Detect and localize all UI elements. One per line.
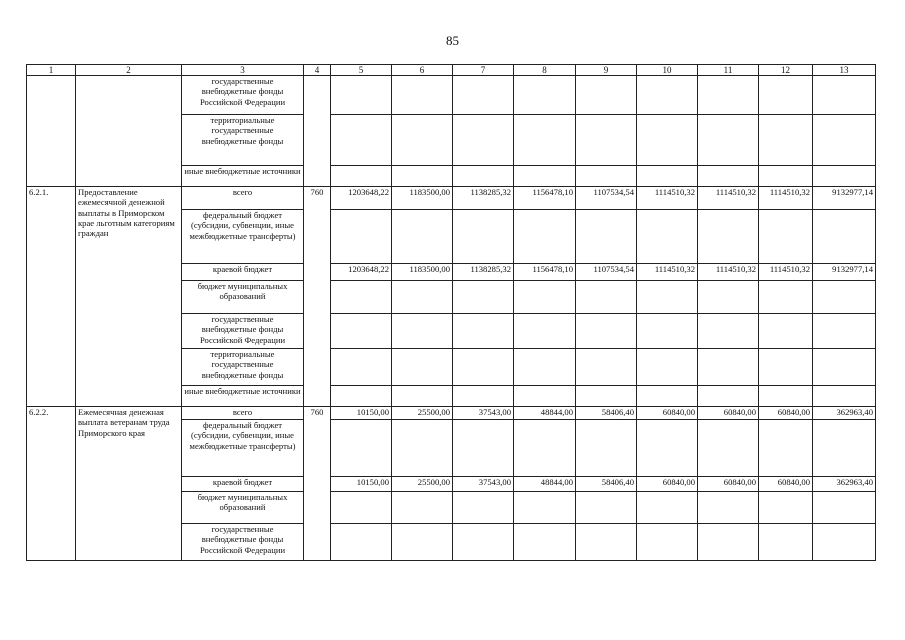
value-cell [453, 210, 514, 264]
funding-source-cell: государственные внебюджетные фонды Российской Федерации [182, 314, 304, 349]
value-cell [698, 314, 759, 349]
value-cell [453, 420, 514, 477]
header-cell: 4 [304, 65, 331, 76]
grbs-cell: 760 [304, 407, 331, 561]
value-cell [576, 492, 637, 524]
value-cell [813, 492, 876, 524]
table-row [27, 76, 876, 115]
value-cell: 1107534,54 [576, 187, 637, 210]
value-cell: 10150,00 [331, 477, 392, 492]
value-cell: 1156478,10 [514, 264, 576, 281]
value-cell: 60840,00 [637, 407, 698, 420]
value-cell: 10150,00 [331, 407, 392, 420]
value-cell [576, 76, 637, 115]
funding-source-cell: бюджет муниципальных образований [182, 492, 304, 524]
value-cell [637, 524, 698, 561]
header-cell: 3 [182, 65, 304, 76]
value-cell [576, 386, 637, 407]
value-cell [698, 76, 759, 115]
value-cell [331, 386, 392, 407]
value-cell [813, 166, 876, 187]
value-cell [453, 115, 514, 166]
value-cell [331, 210, 392, 264]
value-cell [331, 314, 392, 349]
table-row [27, 187, 876, 210]
value-cell [514, 115, 576, 166]
value-cell [514, 76, 576, 115]
value-cell: 1183500,00 [392, 264, 453, 281]
code-cell [27, 76, 76, 187]
header-cell: 6 [392, 65, 453, 76]
value-cell [514, 166, 576, 187]
value-cell [576, 166, 637, 187]
value-cell [698, 281, 759, 314]
value-cell [514, 349, 576, 386]
funding-source-cell: иные внебюджетные источники [182, 386, 304, 407]
value-cell [331, 166, 392, 187]
value-cell [813, 524, 876, 561]
funding-source-cell: краевой бюджет [182, 264, 304, 281]
value-cell [813, 420, 876, 477]
funding-source-cell: государственные внебюджетные фонды Российской Федерации [182, 76, 304, 115]
header-cell: 5 [331, 65, 392, 76]
value-cell [331, 115, 392, 166]
value-cell: 1156478,10 [514, 187, 576, 210]
value-cell: 9132977,14 [813, 187, 876, 210]
value-cell [576, 210, 637, 264]
page-number: 85 [446, 33, 459, 48]
header-cell: 1 [27, 65, 76, 76]
value-cell: 1114510,32 [698, 187, 759, 210]
value-cell [698, 420, 759, 477]
funding-source-cell: всего [182, 187, 304, 210]
value-cell [453, 314, 514, 349]
header-cell: 9 [576, 65, 637, 76]
value-cell [637, 386, 698, 407]
value-cell [759, 386, 813, 407]
value-cell [637, 281, 698, 314]
value-cell [514, 314, 576, 349]
value-cell [331, 349, 392, 386]
value-cell [453, 281, 514, 314]
value-cell [514, 281, 576, 314]
value-cell [759, 115, 813, 166]
value-cell: 37543,00 [453, 407, 514, 420]
value-cell: 1183500,00 [392, 187, 453, 210]
funding-source-cell: краевой бюджет [182, 477, 304, 492]
value-cell [698, 349, 759, 386]
value-cell: 60840,00 [698, 407, 759, 420]
budget-table [26, 64, 876, 561]
value-cell [514, 524, 576, 561]
value-cell [698, 492, 759, 524]
funding-source-cell: федеральный бюджет (субсидии, субвенции, иные межбюджетные трансферты) [182, 420, 304, 477]
value-cell [576, 420, 637, 477]
value-cell [514, 492, 576, 524]
value-cell [453, 524, 514, 561]
value-cell [698, 210, 759, 264]
header-cell: 13 [813, 65, 876, 76]
value-cell [392, 420, 453, 477]
value-cell [514, 386, 576, 407]
value-cell [453, 386, 514, 407]
name-cell [76, 76, 182, 187]
value-cell: 48844,00 [514, 407, 576, 420]
value-cell: 60840,00 [759, 477, 813, 492]
code-cell: 6.2.1. [27, 187, 76, 407]
value-cell [392, 76, 453, 115]
value-cell [453, 166, 514, 187]
value-cell [813, 76, 876, 115]
value-cell [392, 386, 453, 407]
value-cell [813, 210, 876, 264]
value-cell [813, 281, 876, 314]
value-cell [331, 492, 392, 524]
value-cell [453, 76, 514, 115]
header-cell: 10 [637, 65, 698, 76]
value-cell [637, 314, 698, 349]
value-cell [392, 115, 453, 166]
header-cell: 2 [76, 65, 182, 76]
header-cell: 7 [453, 65, 514, 76]
value-cell: 1203648,22 [331, 264, 392, 281]
value-cell [759, 524, 813, 561]
value-cell [392, 210, 453, 264]
value-cell: 25500,00 [392, 477, 453, 492]
value-cell [813, 115, 876, 166]
code-cell: 6.2.2. [27, 407, 76, 561]
value-cell: 1114510,32 [637, 187, 698, 210]
value-cell [637, 420, 698, 477]
value-cell: 1138285,32 [453, 187, 514, 210]
funding-source-cell: территориальные государственные внебюджетные фонды [182, 115, 304, 166]
funding-source-cell: территориальные государственные внебюджетные фонды [182, 349, 304, 386]
header-row [27, 65, 876, 76]
value-cell: 60840,00 [759, 407, 813, 420]
value-cell [759, 492, 813, 524]
header-cell: 11 [698, 65, 759, 76]
value-cell [392, 314, 453, 349]
value-cell: 1203648,22 [331, 187, 392, 210]
value-cell [637, 492, 698, 524]
value-cell [331, 281, 392, 314]
value-cell: 25500,00 [392, 407, 453, 420]
funding-source-cell: всего [182, 407, 304, 420]
value-cell [392, 524, 453, 561]
value-cell: 1114510,32 [698, 264, 759, 281]
funding-source-cell: бюджет муниципальных образований [182, 281, 304, 314]
value-cell [576, 281, 637, 314]
value-cell: 1114510,32 [759, 187, 813, 210]
value-cell: 1138285,32 [453, 264, 514, 281]
value-cell [698, 166, 759, 187]
value-cell: 1114510,32 [637, 264, 698, 281]
value-cell: 60840,00 [698, 477, 759, 492]
value-cell [576, 314, 637, 349]
value-cell [759, 349, 813, 386]
value-cell [813, 314, 876, 349]
header-cell: 12 [759, 65, 813, 76]
value-cell [637, 166, 698, 187]
header-cell: 8 [514, 65, 576, 76]
value-cell [698, 386, 759, 407]
value-cell [514, 420, 576, 477]
value-cell [392, 349, 453, 386]
funding-source-cell: иные внебюджетные источники [182, 166, 304, 187]
value-cell [637, 349, 698, 386]
value-cell [331, 420, 392, 477]
value-cell: 58406,40 [576, 477, 637, 492]
value-cell [576, 349, 637, 386]
value-cell: 1114510,32 [759, 264, 813, 281]
value-cell [392, 166, 453, 187]
value-cell: 362963,40 [813, 477, 876, 492]
value-cell: 9132977,14 [813, 264, 876, 281]
value-cell [698, 524, 759, 561]
grbs-cell: 760 [304, 187, 331, 407]
value-cell [576, 524, 637, 561]
value-cell [698, 115, 759, 166]
value-cell [453, 492, 514, 524]
table-row [27, 407, 876, 420]
value-cell [637, 115, 698, 166]
value-cell [331, 76, 392, 115]
name-cell: Предоставление ежемесячной денежной выплаты в Приморском крае льготным категориям граждан [76, 187, 182, 407]
value-cell [759, 420, 813, 477]
grbs-cell [304, 76, 331, 187]
value-cell [331, 524, 392, 561]
value-cell [759, 314, 813, 349]
value-cell: 48844,00 [514, 477, 576, 492]
value-cell: 37543,00 [453, 477, 514, 492]
value-cell [759, 210, 813, 264]
funding-source-cell: федеральный бюджет (субсидии, субвенции, иные межбюджетные трансферты) [182, 210, 304, 264]
value-cell [759, 281, 813, 314]
value-cell [759, 76, 813, 115]
value-cell [759, 166, 813, 187]
value-cell [813, 386, 876, 407]
value-cell: 1107534,54 [576, 264, 637, 281]
value-cell [392, 492, 453, 524]
value-cell: 362963,40 [813, 407, 876, 420]
value-cell [576, 115, 637, 166]
value-cell [813, 349, 876, 386]
value-cell [637, 210, 698, 264]
value-cell [514, 210, 576, 264]
value-cell [453, 349, 514, 386]
value-cell [392, 281, 453, 314]
value-cell: 58406,40 [576, 407, 637, 420]
name-cell: Ежемесячная денежная выплата ветеранам труда Приморского края [76, 407, 182, 561]
value-cell: 60840,00 [637, 477, 698, 492]
funding-source-cell: государственные внебюджетные фонды Российской Федерации [182, 524, 304, 561]
value-cell [637, 76, 698, 115]
